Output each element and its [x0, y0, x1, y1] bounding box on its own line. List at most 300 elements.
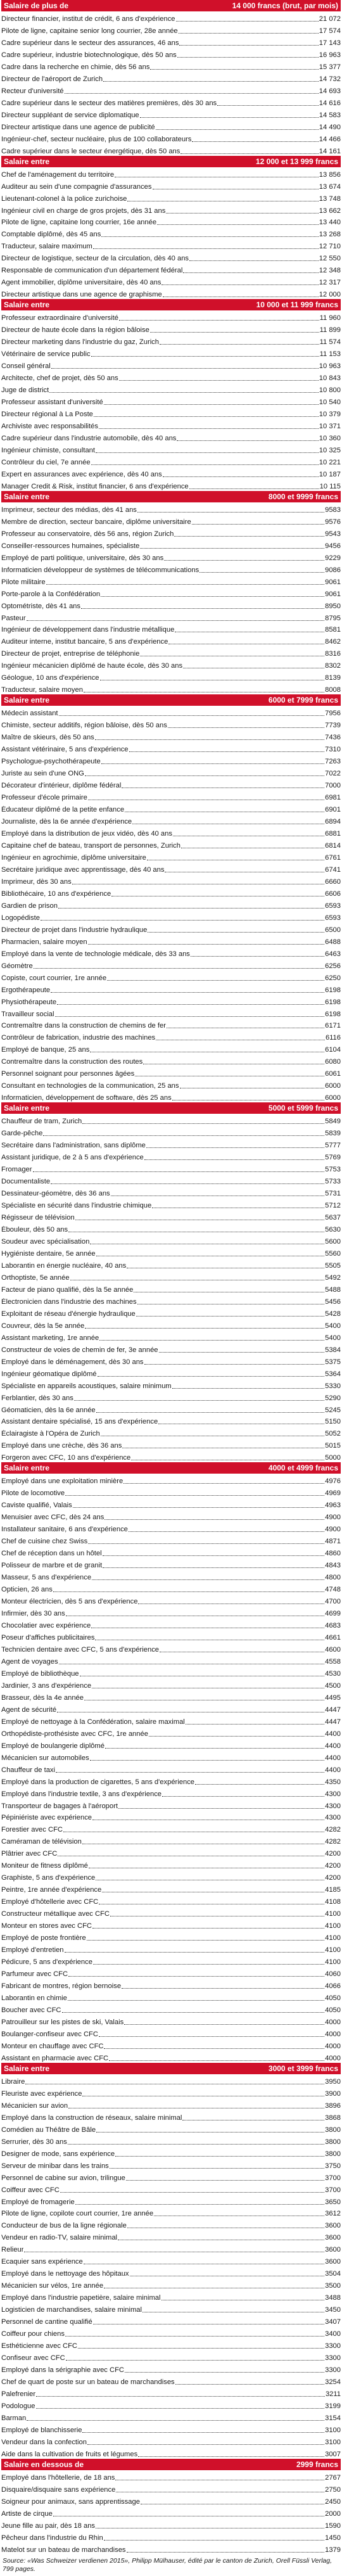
salary-value: 6000 [325, 1094, 341, 1102]
dot-leader [150, 69, 318, 70]
job-title: Ingénieur géomatique diplômé [1, 1370, 97, 1378]
job-title: Chauffeur de taxi [1, 1766, 55, 1774]
section-title: Salaire entre [4, 492, 50, 501]
job-title: Soigneur pour animaux, sans apprentissage [1, 2497, 140, 2506]
salary-row [1, 1642, 341, 1654]
salary-value: 5375 [325, 1358, 341, 1366]
salary-row [1, 120, 341, 132]
job-title: Pharmacien, salaire moyen [1, 938, 87, 946]
job-title: Éducateur diplômé de la petite enfance [1, 806, 125, 814]
job-title: Professeur assistant d'université [1, 399, 103, 407]
job-title: Ferblantier, dès 30 ans [1, 1394, 73, 1402]
job-title: Logopédiste [1, 914, 40, 922]
job-title: Laborantin en chimie [1, 1994, 67, 2002]
salary-row [1, 754, 341, 766]
salary-row [1, 634, 341, 646]
dot-leader [68, 1976, 324, 1977]
salary-value: 2000 [325, 2509, 341, 2518]
salary-value: 8008 [325, 686, 341, 694]
salary-value: 9086 [325, 566, 341, 574]
salary-row [1, 2375, 341, 2387]
salary-value: 14 616 [319, 99, 341, 107]
salary-row [1, 2207, 341, 2219]
job-title: Conseiller-ressources humaines, spécialiste [1, 542, 140, 550]
job-title: Assistant juridique, de 2 à 5 ans d'expérience [1, 1154, 144, 1162]
salary-row [1, 1426, 341, 1438]
dot-leader [93, 1964, 324, 1965]
salary-row [1, 2423, 341, 2435]
salary-value: 3700 [325, 2174, 341, 2182]
dot-leader [160, 344, 319, 345]
salary-value: 5290 [325, 1394, 341, 1402]
salary-value: 6761 [325, 853, 341, 862]
salary-row [1, 431, 341, 443]
job-title: Logisticien de marchandises, salaire minimal [1, 2306, 142, 2314]
salary-value: 10 843 [319, 374, 341, 383]
salary-row [1, 1222, 341, 1234]
dot-leader [110, 2168, 324, 2169]
dot-leader [172, 1388, 324, 1389]
salary-value: 11 153 [319, 350, 341, 359]
salary-value: 1379 [325, 2546, 341, 2554]
dot-leader [68, 2000, 324, 2001]
salary-row [1, 1474, 341, 1486]
salary-value: 5637 [325, 1214, 341, 1221]
salary-section [1, 2459, 341, 2554]
salary-value: 5731 [325, 1190, 341, 1198]
dot-leader [92, 1928, 324, 1929]
salary-row [1, 179, 341, 191]
job-title: Directeur de logistique, secteur de la circulation, dès 40 ans [1, 255, 189, 263]
salary-row [1, 599, 341, 611]
salary-row [1, 2015, 341, 2027]
salary-value: 4447 [325, 1718, 341, 1726]
job-title: Directeur artistique dans une agence de publicité [1, 123, 155, 131]
salary-row [1, 742, 341, 754]
salary-value: 4100 [325, 1946, 341, 1954]
salary-value: 6660 [325, 877, 341, 886]
salary-row [1, 1486, 341, 1498]
salary-row [1, 2411, 341, 2423]
salary-value: 5000 [325, 1454, 341, 1462]
salary-value: 4100 [325, 1934, 341, 1942]
job-title: Physiothérapeute [1, 998, 57, 1006]
salary-value: 5488 [325, 1285, 341, 1294]
salary-value: 3254 [325, 2378, 341, 2387]
job-title: Comédien au Théâtre de Bâle [1, 2126, 96, 2134]
salary-row [1, 1498, 341, 1510]
salary-row [1, 2314, 341, 2326]
salary-value: 6061 [325, 1070, 341, 1078]
dot-leader [104, 1519, 324, 1520]
salary-row [1, 419, 341, 431]
dot-leader [174, 536, 324, 537]
dot-leader [119, 320, 319, 321]
salary-value: 12 550 [319, 255, 341, 263]
dot-leader [183, 272, 318, 273]
salary-row [1, 322, 341, 335]
job-title: Personnel soignant pour personnes âgées [1, 1070, 135, 1078]
salary-value: 4100 [325, 1958, 341, 1967]
salary-value: 4000 [325, 2018, 341, 2026]
job-title: Pilote de locomotive [1, 1489, 65, 1498]
salary-value: 14 466 [319, 135, 341, 143]
job-title: Employé d'hôtellerie avec CFC [1, 1898, 99, 1906]
salary-value: 11 960 [319, 314, 341, 322]
salary-value: 10 540 [319, 399, 341, 407]
salary-row [1, 1330, 341, 1342]
job-title: Directeur de haute école dans la région bâloise [1, 326, 149, 335]
job-title: Directeur de projet dans l'industrie hydraulique [1, 926, 148, 934]
salary-value: 10 800 [319, 386, 341, 395]
job-title: Vétérinaire de service public [1, 350, 91, 359]
job-title: Agent immobilier, diplôme universitaire, dès 40 ans [1, 279, 162, 287]
salary-row [1, 1403, 341, 1415]
salary-value: 7263 [325, 758, 341, 766]
job-title: Professeur d'école primaire [1, 794, 87, 802]
salary-row [1, 2362, 341, 2375]
salary-row [1, 1918, 341, 1930]
job-title: Imprimeur, dès 30 ans [1, 877, 72, 886]
salary-value: 4300 [325, 1814, 341, 1822]
job-title: Contrôleur du ciel, 7e année [1, 458, 91, 466]
job-title: Professeur au conservatoire, dès 56 ans, région Zurich [1, 530, 174, 538]
salary-row [1, 1007, 341, 1019]
dot-leader [27, 620, 325, 621]
dot-leader [59, 715, 325, 716]
job-title: Serveur de minibar dans les trains [1, 2162, 109, 2170]
salary-row [1, 2326, 341, 2338]
dot-leader [101, 596, 324, 597]
job-title: Ingénieur civil en charge de gros projets, dès 31 ans [1, 207, 166, 215]
job-title: Graphiste, 5 ans d'expérience [1, 1874, 96, 1882]
salary-value: 7436 [325, 734, 341, 742]
job-title: Traducteur, salaire moyen [1, 686, 83, 694]
salary-row [1, 1450, 341, 1462]
salary-value: 4300 [325, 1802, 341, 1810]
salary-row [1, 1750, 341, 1763]
salary-row [1, 1210, 341, 1222]
job-title: Maître de skieurs, dès 50 ans [1, 734, 94, 742]
salary-row [1, 1138, 341, 1150]
salary-value: 4699 [325, 1610, 341, 1617]
dot-leader [186, 1724, 324, 1725]
job-title: Pédicure, 5 ans d'expérience [1, 1958, 92, 1967]
job-title: Technicien dentaire avec CFC, 5 ans d'expérience [1, 1645, 160, 1654]
salary-value: 13 440 [319, 219, 341, 227]
salary-value: 3407 [325, 2318, 341, 2326]
salary-value: 10 115 [319, 482, 341, 490]
job-title: Employé dans une exploitation minière [1, 1477, 124, 1486]
salary-value: 4447 [325, 1706, 341, 1714]
section-title: Salaire entre [4, 696, 50, 705]
job-title: Aide dans la cultivation de fruits et légumes [1, 2450, 138, 2458]
salary-value: 3199 [325, 2402, 341, 2410]
job-title: Palefrenier [1, 2390, 36, 2398]
dot-leader [162, 1796, 324, 1797]
salary-row [1, 215, 341, 227]
salary-row [1, 2387, 341, 2399]
job-title: Employé d'entretien [1, 1946, 64, 1954]
salary-row [1, 1558, 341, 1570]
salary-row [1, 1234, 341, 1246]
source-note: Source: «Was Schweizer verdienen 2015», Philipp Mülhauser, édité par le canton de Zurich, Orell Füssli Verlag, 799 pages. [3, 2556, 332, 2573]
salary-value: 6116 [325, 1034, 341, 1042]
salary-row [1, 1090, 341, 1102]
job-title: Ingénieur de développement dans l'industrie métallique [1, 626, 175, 634]
job-title: Chimiste, secteur additifs, région bâloise, dès 50 ans [1, 722, 167, 730]
job-title: Hygiéniste dentaire, 5e année [1, 1249, 96, 1258]
salary-value: 5400 [325, 1334, 341, 1342]
salary-value: 4900 [325, 1526, 341, 1534]
salary-row [1, 227, 341, 239]
job-title: Ingénieur en agrochimie, diplôme universitaire [1, 853, 146, 862]
job-title: Monteur en chauffage avec CFC [1, 2042, 104, 2050]
salary-row [1, 1690, 341, 1702]
salary-value: 10 371 [319, 422, 341, 430]
job-title: Soudeur avec spécialisation [1, 1237, 90, 1246]
job-title: Chef de cuisine chez Swiss [1, 1538, 88, 1546]
salary-row [1, 1678, 341, 1690]
job-title: Responsable de communication d'un département fédéral [1, 267, 183, 275]
salary-row [1, 1174, 341, 1186]
section-title: Salaire en dessous de [4, 2459, 84, 2469]
salary-row [1, 1654, 341, 1666]
job-title: Ébouleur, dès 50 ans [1, 1225, 68, 1234]
job-title: Patrouilleur sur les pistes de ski, Valais [1, 2018, 124, 2026]
salary-value: 1450 [325, 2534, 341, 2542]
dot-leader [149, 1736, 324, 1737]
salary-row [1, 72, 341, 84]
section-header [1, 2459, 341, 2470]
salary-row [1, 670, 341, 682]
job-title: Cadre supérieur dans le secteur énergétique, dès 50 ans [1, 147, 180, 155]
dot-leader [101, 236, 318, 237]
dot-leader [51, 368, 319, 369]
salary-value: 4700 [325, 1598, 341, 1606]
salary-row [1, 203, 341, 215]
salary-value: 5364 [325, 1370, 341, 1378]
job-title: Forestier avec CFC [1, 1826, 63, 1834]
salary-value: 6593 [325, 902, 341, 910]
section-header [1, 156, 341, 167]
section-header [1, 299, 341, 310]
dot-leader [103, 1555, 325, 1556]
job-title: Employé dans l'industrie textile, 3 ans d'expérience [1, 1790, 162, 1798]
job-title: Cadre supérieur, industrie biotechnologique, dès 50 ans [1, 51, 177, 59]
salary-row [1, 1846, 341, 1858]
job-title: Fabricant de montres, région bernoise [1, 1982, 122, 1991]
salary-value: 4400 [325, 1742, 341, 1750]
salary-row [1, 1246, 341, 1258]
salary-row [1, 1787, 341, 1799]
salary-row [1, 718, 341, 730]
salary-row [1, 1906, 341, 1918]
job-title: Opticien, 26 ans [1, 1586, 53, 1594]
salary-row [1, 682, 341, 694]
salary-section [1, 299, 341, 491]
salary-value: 5330 [325, 1382, 341, 1390]
salary-value: 10 187 [319, 470, 341, 478]
job-title: Employé de fromagerie [1, 2198, 75, 2206]
salary-row [1, 251, 341, 263]
salary-value: 4200 [325, 1874, 341, 1882]
job-title: Coiffeur avec CFC [1, 2186, 60, 2194]
dot-leader [140, 117, 319, 118]
job-title: Travailleur social [1, 1010, 54, 1018]
section-title: Salaire entre [4, 156, 50, 166]
dot-leader [27, 2420, 324, 2421]
salary-row [1, 455, 341, 467]
job-title: Auditeur au sein d'une compagnie d'assurances [1, 182, 152, 191]
dot-leader [88, 1543, 324, 1544]
salary-value: 6894 [325, 818, 341, 826]
section-title: Salaire entre [4, 300, 50, 310]
salary-value: 3800 [325, 2150, 341, 2158]
salary-row [1, 1126, 341, 1138]
salary-value: 5733 [325, 1178, 341, 1186]
job-title: Boulanger-confiseur avec CFC [1, 2030, 98, 2038]
dot-leader [85, 775, 324, 776]
salary-row [1, 2195, 341, 2207]
salary-row [1, 1019, 341, 1031]
salary-row [1, 310, 341, 322]
job-title: Juge de district [1, 386, 49, 395]
dot-leader [98, 1376, 325, 1377]
salary-row [1, 359, 341, 371]
salary-value: 3154 [325, 2414, 341, 2422]
dot-leader [104, 2048, 324, 2049]
dot-leader [217, 105, 319, 106]
salary-row [1, 2039, 341, 2051]
salary-row [1, 1054, 341, 1066]
section-range: 12 000 et 13 999 francs [255, 156, 338, 166]
salary-value: 4108 [325, 1898, 341, 1906]
salary-row [1, 1894, 341, 1906]
job-title: Installateur sanitaire, 6 ans d'expérience [1, 1526, 128, 1534]
job-title: Expert en assurances avec expérience, dès 40 ans [1, 470, 162, 478]
salary-value: 3007 [325, 2450, 341, 2458]
job-title: Esthéticienne avec CFC [1, 2342, 78, 2350]
salary-value: 4050 [325, 2006, 341, 2014]
salary-section [1, 694, 341, 1102]
salary-value: 4200 [325, 1850, 341, 1858]
salary-value: 3800 [325, 2126, 341, 2134]
salary-value: 10 963 [319, 362, 341, 371]
job-title: Employé de poste frontière [1, 1934, 86, 1942]
salary-value: 5150 [325, 1418, 341, 1426]
salary-value: 3900 [325, 2089, 341, 2098]
salary-row [1, 910, 341, 922]
dot-leader [150, 332, 319, 333]
job-title: Consultant en technologies de la communication, 25 ans [1, 1082, 179, 1090]
salary-value: 4661 [325, 1633, 341, 1642]
salary-row [1, 1078, 341, 1090]
job-title: Exploitant de réseau d'énergie hydraulique [1, 1310, 136, 1318]
salary-value: 3650 [325, 2198, 341, 2206]
salary-row [1, 1763, 341, 1775]
dot-leader [91, 464, 319, 465]
salary-row [1, 84, 341, 96]
dot-leader [192, 141, 318, 142]
salary-section [1, 2063, 341, 2459]
salary-section [1, 0, 341, 156]
section-range: 10 000 et 11 999 francs [256, 300, 338, 310]
salary-row [1, 287, 341, 299]
salary-value: 4871 [325, 1538, 341, 1546]
job-title: Cadre supérieur dans l'industrie automobile, dès 40 ans [1, 434, 177, 442]
salary-row [1, 2158, 341, 2171]
salary-row [1, 407, 341, 419]
job-title: Informaticien développeur de systèmes de télécommunications [1, 566, 200, 574]
salary-row [1, 971, 341, 983]
job-title: Vendeur dans la confection [1, 2438, 87, 2446]
dot-leader [58, 908, 324, 909]
salary-value: 6606 [325, 889, 341, 898]
dot-leader [195, 1784, 324, 1785]
job-title: Contrôleur de fabrication, industrie des machines [1, 1034, 156, 1042]
salary-row [1, 1811, 341, 1823]
salary-value: 9061 [325, 590, 341, 598]
job-title: Manager Credit & Risk, institut financier, 6 ans d'expérience [1, 482, 189, 490]
section-title: Salaire entre [4, 2063, 50, 2073]
salary-row [1, 1775, 341, 1787]
job-title: Employé de parti politique, universitaire, dès 30 ans [1, 554, 164, 562]
salary-row [1, 2003, 341, 2015]
section-header [1, 491, 341, 502]
dot-leader [62, 2012, 325, 2013]
salary-value: 5052 [325, 1430, 341, 1438]
salary-value: 7000 [325, 782, 341, 790]
dot-leader [104, 404, 319, 405]
salary-value: 5777 [325, 1142, 341, 1150]
dot-leader [46, 584, 324, 585]
salary-value: 5384 [325, 1346, 341, 1354]
salary-value: 4000 [325, 2030, 341, 2038]
salary-value: 10 360 [319, 434, 341, 442]
salary-value: 5428 [325, 1310, 341, 1318]
job-title: Mécanicien sur automobiles [1, 1754, 89, 1762]
salary-row [1, 35, 341, 48]
job-title: Pilote militaire [1, 578, 46, 586]
dot-leader [175, 2384, 324, 2385]
dot-leader [33, 1171, 325, 1172]
salary-row [1, 934, 341, 947]
dot-leader [156, 129, 319, 130]
salary-row [1, 2027, 341, 2039]
job-title: Serrurier, dès 30 ans [1, 2138, 67, 2146]
job-title: Forgeron avec CFC, 10 ans d'expérience [1, 1454, 131, 1462]
dot-leader [164, 560, 324, 561]
job-title: Ecaquier sans expérience [1, 2258, 83, 2266]
salary-row [1, 2494, 341, 2506]
salary-value: 12 710 [319, 243, 341, 251]
salary-row [1, 2242, 341, 2254]
dot-leader [179, 33, 319, 34]
salary-value: 21 072 [319, 15, 341, 23]
job-title: Psychologue-psychothérapeute [1, 758, 101, 766]
salary-value: 6080 [325, 1058, 341, 1066]
salary-value: 6593 [325, 914, 341, 922]
job-title: Secrétaire juridique avec apprentissage, dès 40 ans [1, 865, 165, 874]
job-title: Copiste, court courrier, 1re année [1, 974, 107, 982]
job-title: Disquaire/disquaire sans expérience [1, 2485, 116, 2494]
salary-row [1, 766, 341, 778]
dot-leader [87, 2444, 324, 2445]
salary-value: 15 377 [319, 63, 341, 71]
job-title: Employé dans l'industrie papetière, salaire minimal [1, 2294, 161, 2302]
salary-value: 8462 [325, 638, 341, 646]
